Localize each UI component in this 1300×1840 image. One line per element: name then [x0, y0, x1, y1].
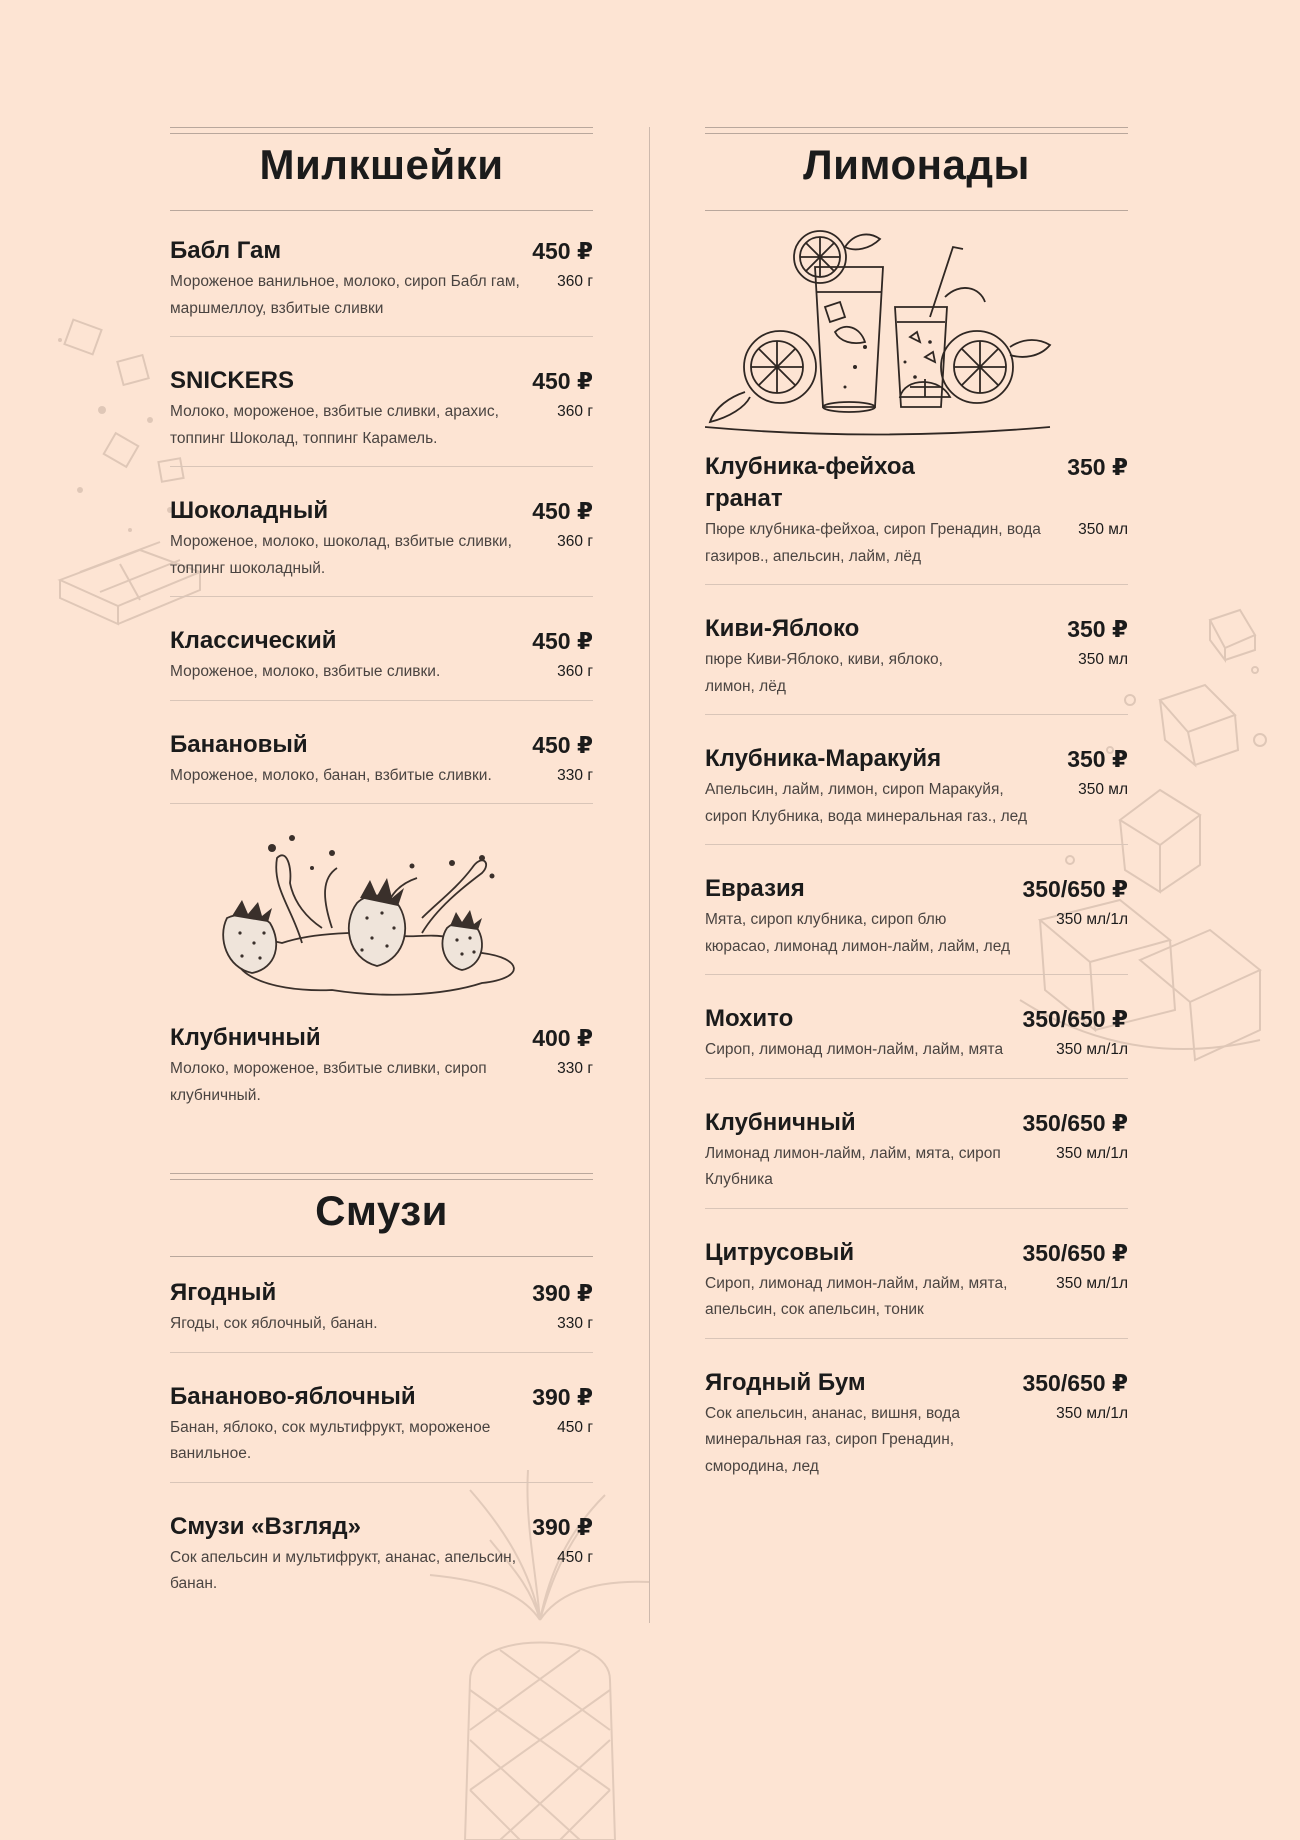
menu-item [705, 715, 1128, 845]
item-weight: 350 мл [1078, 781, 1128, 798]
item-name: Бабл Гам [170, 237, 282, 264]
item-description: Ягоды, сок яблочный, банан. [170, 1315, 378, 1332]
item-description: Молоко, мороженое, взбитые сливки, арахис, топпинг Шоколад, топпинг Карамель. [170, 403, 499, 447]
column-divider [649, 127, 650, 1623]
menu-item [705, 845, 1128, 975]
item-description: Сок апельсин и мультифрукт, ананас, апельсин, банан. [170, 1548, 517, 1592]
item-weight: 350 мл [1078, 651, 1128, 668]
item-name: Бананово-яблочный [170, 1382, 416, 1410]
item-price: 350/650 ₽ [1022, 876, 1128, 902]
item-price: 450 ₽ [532, 498, 593, 524]
item-name: SNICKERS [170, 367, 295, 394]
milkshakes-title: Милкшейки [259, 141, 504, 188]
lemonades-title: Лимонады [803, 141, 1030, 188]
item-name: Киви-Яблоко [705, 615, 860, 642]
item-weight: 350 мл/1л [1056, 911, 1128, 928]
smoothies-header [170, 1173, 593, 1257]
item-price: 450 ₽ [532, 368, 593, 394]
item-price: 450 ₽ [532, 238, 593, 264]
item-name: Евразия [705, 875, 805, 902]
item-weight: 350 мл/1л [1056, 1041, 1128, 1058]
item-weight: 360 г [557, 403, 593, 420]
menu-item [170, 211, 593, 337]
item-description: пюре Киви-Яблоко, киви, яблоко, лимон, лёд [705, 651, 943, 695]
smoothies-title: Смузи [315, 1187, 448, 1234]
item-name: Ягодный [170, 1279, 277, 1306]
item-name: Клубника-Маракуйя [705, 745, 942, 772]
item-price: 350 ₽ [1067, 616, 1128, 642]
menu-item [705, 975, 1128, 1079]
item-weight: 350 мл/1л [1056, 1404, 1128, 1422]
item-description: Мороженое, молоко, взбитые сливки. [170, 663, 441, 680]
item-name: Классический [170, 627, 337, 654]
item-description: Мороженое, молоко, банан, взбитые сливки. [170, 766, 492, 784]
item-price: 350 ₽ [1067, 454, 1128, 480]
menu-item [170, 1008, 593, 1123]
menu-item [705, 437, 1128, 585]
item-weight: 450 г [557, 1418, 593, 1436]
item-description: Сок апельсин, ананас, вишня, вода минеральная газ, сироп Гренадин, смородина, лед [705, 1404, 960, 1475]
item-price: 350/650 ₽ [1022, 1369, 1128, 1396]
menu-item [170, 337, 593, 467]
item-weight: 450 г [557, 1548, 593, 1566]
item-price: 450 ₽ [532, 628, 593, 654]
item-name: Смузи «Взгляд» [170, 1512, 361, 1540]
menu-item [705, 1339, 1128, 1495]
strawberry-milk-splash-illustration [182, 818, 582, 1008]
menu-item [170, 1257, 593, 1353]
item-price: 390 ₽ [532, 1383, 593, 1410]
menu-item [170, 1353, 593, 1483]
item-price: 350/650 ₽ [1022, 1006, 1128, 1032]
menu-item [705, 1079, 1128, 1209]
item-description: Апельсин, лайм, лимон, сироп Маракуйя, сироп Клубника, вода минеральная газ., лед [705, 781, 1027, 825]
item-price: 350/650 ₽ [1022, 1239, 1128, 1266]
item-price: 450 ₽ [532, 731, 593, 758]
item-description: Сироп, лимонад лимон-лайм, лайм, мята, апельсин, сок апельсин, тоник [705, 1274, 1008, 1318]
menu-item [170, 467, 593, 597]
lemonades-header [705, 127, 1128, 211]
right-column [705, 127, 1128, 1494]
menu-item [170, 1483, 593, 1612]
item-name: Шоколадный [170, 497, 329, 524]
menu-item [170, 701, 593, 805]
item-name: Цитрусовый [705, 1238, 855, 1266]
item-weight: 360 г [557, 273, 593, 290]
item-description: Мороженое ванильное, молоко, сироп Бабл гам, маршмеллоу, взбитые сливки [170, 273, 520, 317]
item-name: Ягодный Бум [705, 1368, 866, 1396]
item-price: 400 ₽ [532, 1025, 593, 1051]
item-name: Клубничный [705, 1108, 856, 1136]
item-description: Банан, яблоко, сок мультифрукт, мороженое ванильное. [170, 1418, 491, 1462]
item-weight: 330 г [557, 1315, 593, 1332]
left-column [170, 127, 593, 1612]
item-price: 350 ₽ [1067, 746, 1128, 772]
item-name: Клубничный [170, 1024, 321, 1051]
item-price: 390 ₽ [532, 1280, 593, 1306]
item-description: Мята, сироп клубника, сироп блю кюрасао, лимонад лимон-лайм, лайм, лед [705, 911, 1011, 955]
item-price: 350/650 ₽ [1022, 1109, 1128, 1136]
item-description: Лимонад лимон-лайм, лайм, мята, сироп Клубника [705, 1144, 1001, 1188]
menu-item [705, 1209, 1128, 1339]
item-weight: 360 г [557, 533, 593, 550]
lemonade-glasses-illustration [705, 227, 1055, 437]
milkshakes-header [170, 127, 593, 211]
item-description: Молоко, мороженое, взбитые сливки, сироп клубничный. [170, 1060, 487, 1104]
menu-item [170, 597, 593, 701]
item-weight: 360 г [557, 663, 593, 680]
item-weight: 350 мл/1л [1056, 1274, 1128, 1292]
item-name: Мохито [705, 1005, 794, 1032]
item-name: Банановый [170, 730, 308, 758]
item-weight: 350 мл [1078, 521, 1128, 538]
menu-item [705, 585, 1128, 715]
item-weight: 330 г [557, 1060, 593, 1077]
item-weight: 330 г [557, 766, 593, 784]
item-description: Мороженое, молоко, шоколад, взбитые сливки, топпинг шоколадный. [170, 533, 512, 577]
item-price: 390 ₽ [532, 1513, 593, 1540]
item-description: Сироп, лимонад лимон-лайм, лайм, мята [705, 1041, 1004, 1058]
item-weight: 350 мл/1л [1056, 1144, 1128, 1162]
item-description: Пюре клубника-фейхоа, сироп Гренадин, вода газиров., апельсин, лайм, лёд [705, 521, 1041, 565]
item-name: Клубника-фейхоа гранат [705, 453, 915, 512]
